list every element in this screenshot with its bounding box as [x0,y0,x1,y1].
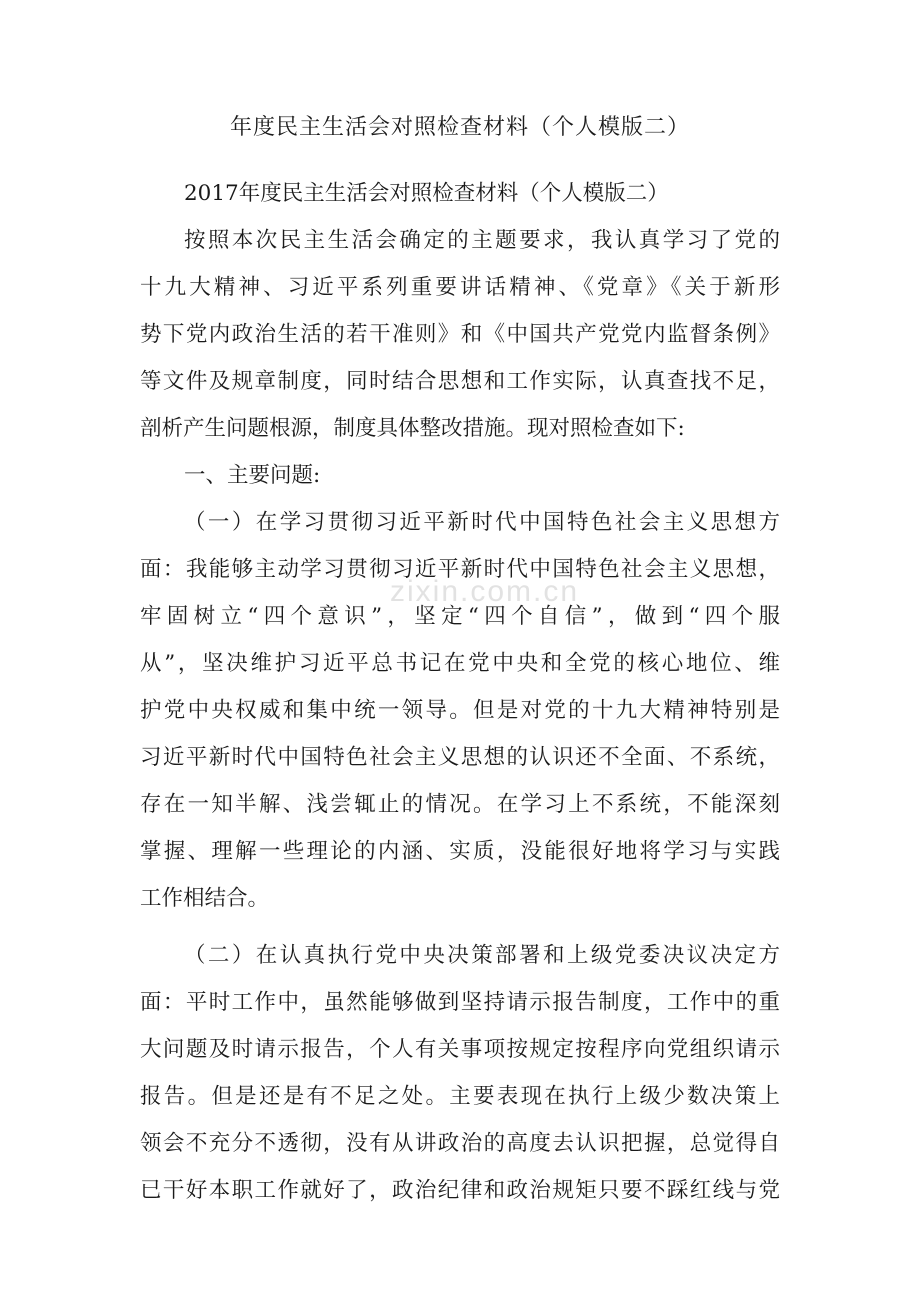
body-line: 存在一知半解、浅尝辄止的情况。在学习上不系统，不能深刻 [140,792,780,817]
body-line: 势下党内政治生活的若干准则》和《中国共产党党内监督条例》 [140,322,780,347]
watermark: zixin.com.cn [390,575,580,608]
document-body [140,170,780,1214]
document-title: 年度民主生活会对照检查材料（个人模版二） [229,115,690,140]
body-line: 领会不充分不透彻，没有从讲政治的高度去认识把握，总觉得自 [140,1131,780,1156]
body-line: 掌握、理解一些理论的内涵、实质，没能很好地将学习与实践 [140,839,780,864]
body-line: 大问题及时请示报告，个人有关事项按规定按程序向党组织请示 [140,1037,780,1062]
body-line: 报告。但是还是有不足之处。主要表现在执行上级少数决策上 [140,1084,780,1109]
body-line: 十九大精神、习近平系列重要讲话精神、《党章》《关于新形 [140,275,780,300]
body-line: 牢固树立“四个意识”，坚定“四个自信”，做到“四个服 [140,604,780,629]
body-line: 面：我能够主动学习贯彻习近平新时代中国特色社会主义思想， [140,557,780,582]
body-line: 已干好本职工作就好了，政治纪律和政治规矩只要不踩红线与党 [140,1178,780,1203]
body-line: 护党中央权威和集中统一领导。但是对党的十九大精神特别是 [140,698,780,723]
body-line: 习近平新时代中国特色社会主义思想的认识还不全面、不系统， [140,745,780,770]
body-line: 2017年度民主生活会对照检查材料（个人模版二） [184,181,669,206]
body-line: 按照本次民主生活会确定的主题要求，我认真学习了党的 [184,228,780,253]
body-line: 剖析产生问题根源，制度具体整改措施。现对照检查如下: [140,416,685,441]
body-line: 从”，坚决维护习近平总书记在党中央和全党的核心地位、维 [140,651,780,676]
body-line: 一、主要问题: [184,463,321,488]
body-line: 等文件及规章制度，同时结合思想和工作实际，认真查找不足， [140,369,780,394]
body-line: 工作相结合。 [140,886,270,911]
body-line: （一）在学习贯彻习近平新时代中国特色社会主义思想方 [184,510,780,535]
body-line: 面：平时工作中，虽然能够做到坚持请示报告制度，工作中的重 [140,990,780,1015]
body-line: （二）在认真执行党中央决策部署和上级党委决议决定方 [184,943,780,968]
